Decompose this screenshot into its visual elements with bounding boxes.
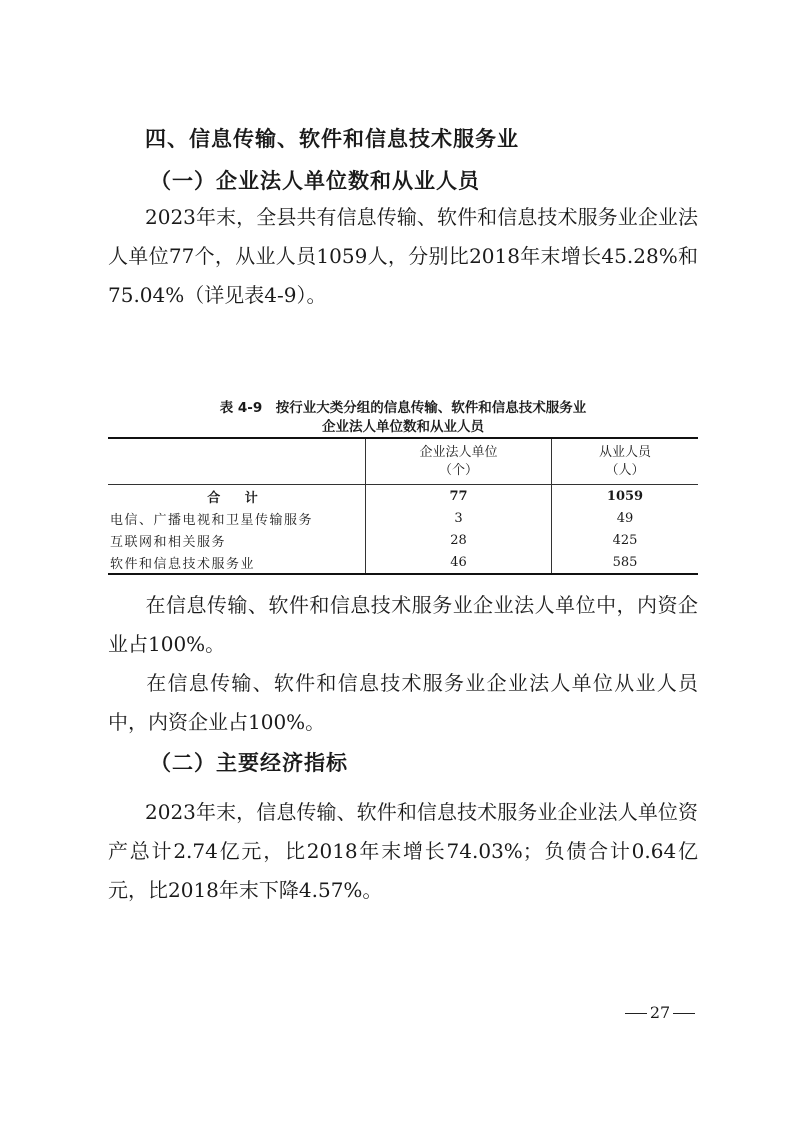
paragraph-1-text: 2023年末，全县共有信息传输、软件和信息技术服务业企业法人单位77个，从业人员1059人，分别比2018年末增长45.28%和75.04%（详见表4-9）。 bbox=[108, 205, 698, 307]
paragraph-4 bbox=[108, 793, 698, 910]
header-units bbox=[366, 438, 552, 485]
table-row bbox=[108, 551, 698, 574]
paragraph-3-text: 在信息传输、软件和信息技术服务业企业法人单位从业人员中，内资企业占100%。 bbox=[108, 671, 698, 734]
page-number-text: 27 bbox=[649, 1003, 671, 1022]
subsection-title-1: （一）企业法人单位数和从业人员 bbox=[150, 169, 480, 193]
row-name: 互联网和相关服务 bbox=[110, 534, 227, 550]
row-employees: 585 bbox=[552, 551, 699, 574]
header-employees-label: 从业人员 bbox=[598, 444, 651, 460]
row-units: 77 bbox=[366, 485, 552, 508]
header-units-unit: （个） bbox=[438, 462, 478, 478]
header-employees-unit: （人） bbox=[605, 462, 645, 478]
data-table bbox=[108, 437, 698, 575]
header-blank bbox=[108, 438, 366, 485]
dash-left bbox=[625, 1013, 647, 1014]
row-name: 合 计 bbox=[207, 490, 268, 506]
row-employees: 425 bbox=[552, 529, 699, 551]
table-row-total bbox=[108, 485, 698, 508]
paragraph-3 bbox=[108, 664, 698, 742]
paragraph-2-text: 在信息传输、软件和信息技术服务业企业法人单位中，内资企业占100%。 bbox=[108, 593, 698, 656]
header-units-label: 企业法人单位 bbox=[419, 444, 498, 460]
page-number bbox=[600, 1003, 720, 1022]
table-caption-line1: 表 4-9 按行业大类分组的信息传输、软件和信息技术服务业 bbox=[219, 400, 587, 416]
section-title: 四、信息传输、软件和信息技术服务业 bbox=[145, 127, 519, 151]
row-name: 电信、广播电视和卫星传输服务 bbox=[110, 512, 314, 528]
subsection-title-2: （二）主要经济指标 bbox=[150, 751, 348, 775]
table-header-row bbox=[108, 438, 698, 485]
row-employees: 1059 bbox=[552, 485, 699, 508]
table-row bbox=[108, 507, 698, 529]
table-caption-line2: 企业法人单位数和从业人员 bbox=[322, 419, 484, 435]
header-employees bbox=[552, 438, 699, 485]
paragraph-4-text: 2023年末，信息传输、软件和信息技术服务业企业法人单位资产总计2.74亿元，比2018年末增长74.03%；负债合计0.64亿元，比2018年末下降4.57%。 bbox=[108, 800, 698, 902]
dash-right bbox=[673, 1013, 695, 1014]
row-units: 28 bbox=[366, 529, 552, 551]
row-name: 软件和信息技术服务业 bbox=[110, 556, 256, 572]
paragraph-2 bbox=[108, 586, 698, 664]
paragraph-1 bbox=[108, 198, 698, 315]
table-row bbox=[108, 529, 698, 551]
row-units: 46 bbox=[366, 551, 552, 574]
row-units: 3 bbox=[366, 507, 552, 529]
row-employees: 49 bbox=[552, 507, 699, 529]
